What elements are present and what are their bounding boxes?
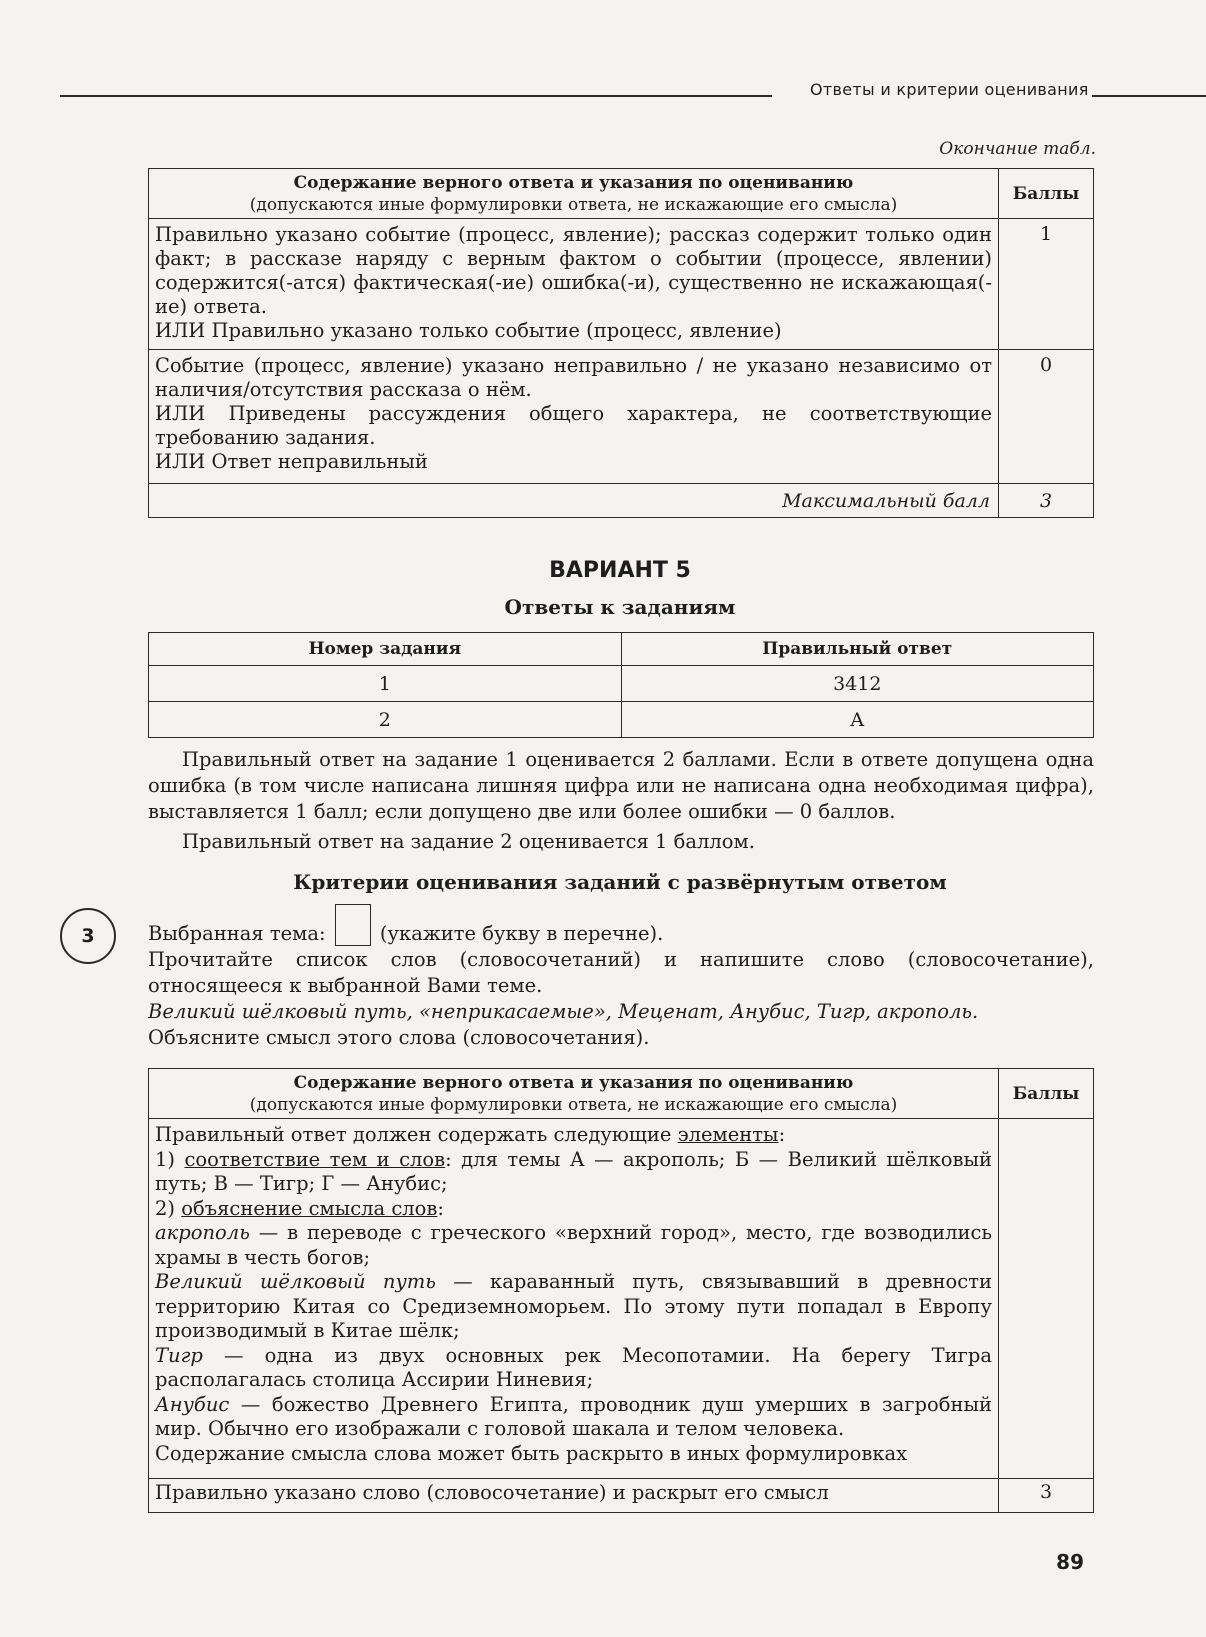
topic-letter-box[interactable] — [335, 904, 371, 946]
score-value: 1 — [999, 219, 1094, 350]
criteria-text: ИЛИ Ответ неправильный — [155, 450, 428, 473]
variant-title: ВАРИАНТ 5 — [549, 558, 691, 583]
header-rule-right — [1092, 95, 1206, 97]
criteria-header-cell — [149, 169, 999, 219]
task-number-badge: 3 — [60, 908, 116, 964]
intro-elements: элементы — [677, 1123, 779, 1146]
criteria-header-line1: Содержание верного ответа и указания по оцениванию — [293, 1072, 854, 1093]
task-explain: Объясните смысл этого слова (словосочетания). — [148, 1026, 650, 1049]
answer-cell: А — [621, 702, 1094, 738]
answers-table — [148, 632, 1094, 738]
item-heading: соответствие тем и слов — [184, 1147, 446, 1171]
answers-col-correct-answer: Правильный ответ — [621, 633, 1094, 666]
running-header: Ответы и критерии оценивания — [810, 80, 1089, 99]
criteria-item-2 — [155, 1197, 992, 1222]
criteria-text: ИЛИ Правильно указано только событие (процесс, явление) — [155, 319, 782, 342]
score-header: Баллы — [999, 169, 1094, 219]
criteria-section-title: Критерии оценивания заданий с развёрнутым ответом — [293, 870, 947, 894]
score-empty-cell — [999, 1119, 1094, 1479]
definition-tigris — [155, 1344, 992, 1393]
score-value: 3 — [999, 1479, 1094, 1513]
task-3-statement — [148, 904, 1094, 1051]
definition-text: — одна из двух основных рек Месопотамии. На берегу Тигра располагалась столица Ассирии Ниневия; — [155, 1343, 992, 1391]
criteria-header-line2: (допускаются иные формулировки ответа, не искажающие его смысла) — [249, 194, 898, 215]
definition-anubis — [155, 1393, 992, 1442]
criteria-header-cell — [149, 1069, 999, 1119]
table-row — [149, 702, 1094, 738]
definition-term: акрополь — [155, 1221, 250, 1244]
criteria-header-line2: (допускаются иные формулировки ответа, не искажающие его смысла) — [249, 1094, 898, 1115]
intro-prefix: Правильный ответ должен содержать следующие — [155, 1123, 678, 1146]
definition-term: Тигр — [155, 1343, 203, 1367]
task-number-cell: 2 — [149, 702, 622, 738]
page-number: 89 — [1056, 1550, 1084, 1574]
definition-acropolis — [155, 1221, 992, 1270]
criteria-text: Правильно указано событие (процесс, явление); рассказ содержит только один факт; в рассказе наряду с верным фактом о событии (процессе, явлении) содержится(-атся) фактическая(-ие) ошибка(-и), существенно не искажающая(-ие) ответа. — [155, 223, 992, 318]
criteria-intro — [155, 1123, 992, 1148]
definition-text: — караванный путь, связывавший в древности территорию Китая со Средиземноморьем. По этому пути попадал в Европу производимый в Китае шёлк; — [155, 1270, 992, 1342]
item-text: : для темы А — акрополь; Б — Великий шёлковый путь; В — Тигр; Г — Анубис; — [155, 1147, 992, 1195]
scoring-paragraph-2: Правильный ответ на задание 2 оценивается 1 баллом. — [182, 830, 755, 853]
definition-silk-road — [155, 1270, 992, 1344]
definition-term: Анубис — [155, 1392, 230, 1416]
definition-text: — в переводе с греческого «верхний город», место, где возводились храмы в честь богов; — [155, 1221, 992, 1269]
table-row — [149, 666, 1094, 702]
max-score-label: Максимальный балл — [149, 484, 999, 518]
answer-cell: 3412 — [621, 666, 1094, 702]
max-score-value: 3 — [999, 484, 1094, 518]
criteria-content-cell — [149, 1119, 999, 1479]
item-number: 2) — [155, 1196, 182, 1220]
score-value: 0 — [999, 350, 1094, 484]
header-rule-left — [60, 95, 772, 97]
task-instruction: Прочитайте список слов (словосочетаний) и напишите слово (словосочетание), относящееся к выбранной Вами теме. — [148, 948, 1094, 997]
topic-suffix: (укажите букву в перечне). — [379, 922, 664, 945]
score-header: Баллы — [999, 1069, 1094, 1119]
criteria-row-score-3: Правильно указано слово (словосочетание) и раскрыт его смысл — [149, 1479, 999, 1513]
criteria-table-task-3 — [148, 1068, 1094, 1513]
criteria-text: Событие (процесс, явление) указано неправильно / не указано независимо от наличия/отсутствия рассказа о нём. — [155, 354, 992, 401]
word-list: Великий шёлковый путь, «неприкасаемые», Меценат, Анубис, Тигр, акрополь. — [148, 1000, 979, 1023]
definition-text: — божество Древнего Египта, проводник душ умерших в загробный мир. Обычно его изображали с головой шакала и телом человека. — [155, 1392, 992, 1440]
answers-title: Ответы к заданиям — [504, 595, 736, 619]
criteria-item-1 — [155, 1148, 992, 1197]
item-number: 1) — [155, 1147, 185, 1171]
criteria-table-continued — [148, 168, 1094, 518]
criteria-row-score-0 — [149, 350, 999, 484]
criteria-header-line1: Содержание верного ответа и указания по оцениванию — [293, 172, 854, 193]
table-continuation-note: Окончание табл. — [939, 139, 1096, 159]
intro-suffix: : — [778, 1123, 786, 1146]
criteria-row-score-1 — [149, 219, 999, 350]
answers-col-task-number: Номер задания — [149, 633, 622, 666]
criteria-text: ИЛИ Приведены рассуждения общего характера, не соответствующие требованию задания. — [155, 402, 992, 449]
task-number-cell: 1 — [149, 666, 622, 702]
item-heading: объяснение смысла слов — [181, 1196, 438, 1220]
definition-term: Великий шёлковый путь — [155, 1270, 436, 1293]
item-suffix: : — [437, 1196, 444, 1220]
criteria-closing: Содержание смысла слова может быть раскрыто в иных формулировках — [155, 1441, 908, 1465]
topic-prefix: Выбранная тема: — [148, 922, 326, 945]
scoring-paragraph-1: Правильный ответ на задание 1 оценивается 2 баллами. Если в ответе допущена одна ошибка (в том числе написана лишняя цифра или не написана одна необходимая цифра), выставляется 1 балл; если допущено две или более ошибки — 0 баллов. — [148, 748, 1094, 823]
